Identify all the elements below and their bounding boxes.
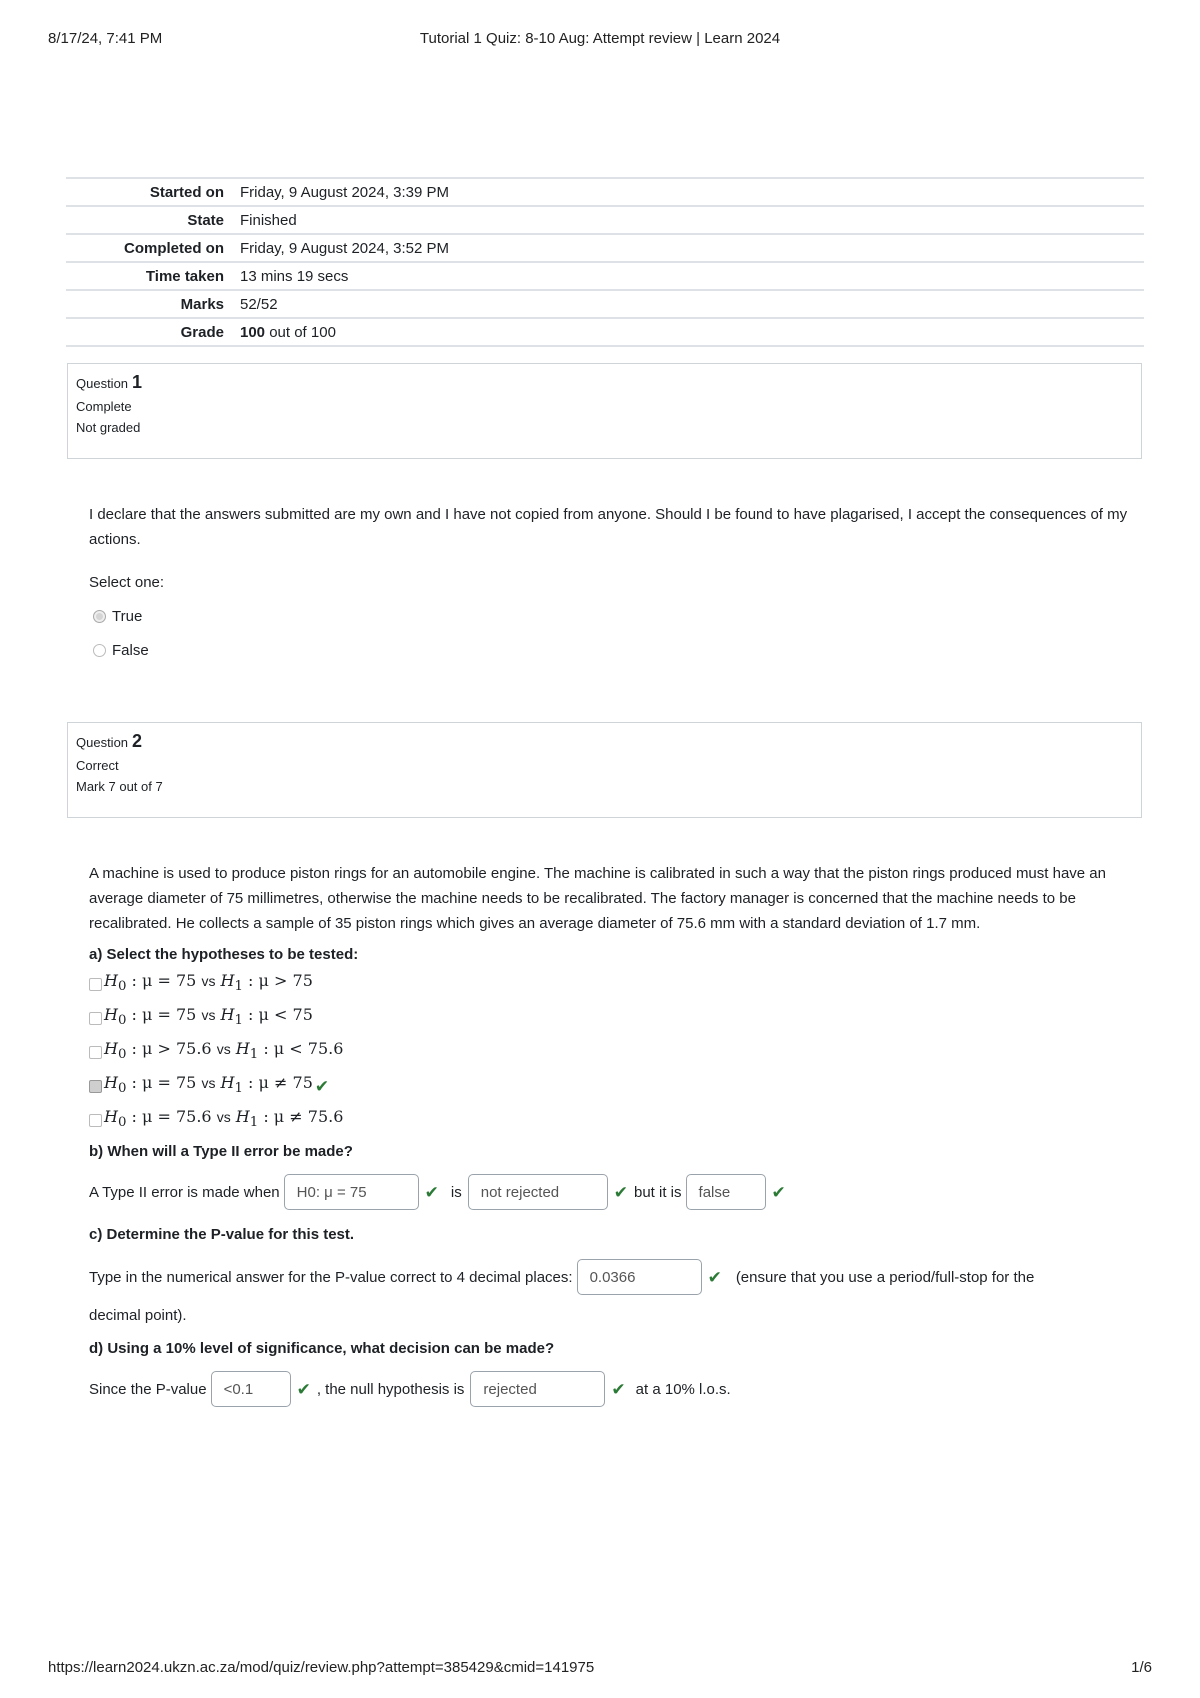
part-a-heading: a) Select the hypotheses to be tested: <box>89 946 359 963</box>
question-text: I declare that the answers submitted are my own and I have not copied from anyone. Should I be found to have plagarised, I accept the consequences of my actions. <box>89 506 1128 548</box>
correct-check-icon: ✔ <box>314 1076 330 1096</box>
part-c-answer <box>89 1255 1129 1299</box>
page-number: 1/6 <box>1131 1659 1152 1676</box>
answer-option-false[interactable] <box>89 633 1129 667</box>
correct-check-icon: ✔ <box>707 1267 722 1287</box>
part-d-text-1: Since the P-value <box>89 1380 207 1398</box>
question-1-info <box>67 363 1142 459</box>
hypothesis-option[interactable] <box>89 1035 1129 1069</box>
part-d-text-2: , the null hypothesis is <box>316 1380 465 1398</box>
decision-field[interactable]: rejected <box>470 1371 605 1407</box>
question-prefix: Question <box>76 735 129 750</box>
answer-option-true[interactable] <box>89 599 1129 633</box>
question-number <box>76 372 1133 393</box>
hypothesis-formula: $H_0$ : μ = 75 vs $H_1$ : μ ≠ 75 <box>104 1073 313 1097</box>
page-url: https://learn2024.ukzn.ac.za/mod/quiz/review.php?attempt=385429&cmid=141975 <box>48 1659 595 1676</box>
vs-text: vs <box>216 1041 231 1058</box>
question-number-value: 1 <box>132 372 143 392</box>
question-grade: Mark 7 out of 7 <box>76 779 163 794</box>
summary-value: Friday, 9 August 2024, 3:39 PM <box>240 183 450 201</box>
hypothesis-formula: $H_0$ : μ = 75 vs $H_1$ : μ < 75 <box>104 1005 313 1029</box>
question-2-info <box>67 722 1142 818</box>
summary-label: State <box>187 211 224 229</box>
h0-text: μ > 75.6 <box>142 1039 212 1059</box>
summary-value: Friday, 9 August 2024, 3:52 PM <box>240 239 450 257</box>
part-d-answer <box>89 1367 1129 1411</box>
radio-true[interactable] <box>93 610 106 623</box>
hypothesis-formula: $H_0$ : μ = 75 vs $H_1$ : μ > 75 <box>104 971 313 995</box>
part-d-text-3: at a 10% l.o.s. <box>635 1380 731 1398</box>
summary-row <box>66 262 1144 290</box>
hypothesis-option[interactable] <box>89 1001 1129 1035</box>
p-value-comparison-field[interactable]: <0.1 <box>211 1371 291 1407</box>
summary-row <box>66 178 1144 206</box>
summary-label: Completed on <box>124 239 224 257</box>
h1-text: μ ≠ 75 <box>258 1073 313 1093</box>
hypothesis-options <box>89 967 1129 1137</box>
summary-value: 13 mins 19 secs <box>240 267 349 285</box>
h0-text: μ = 75 <box>142 1005 197 1025</box>
correct-check-icon: ✔ <box>613 1182 628 1202</box>
part-b-text-1: A Type II error is made when <box>89 1183 280 1201</box>
question-text: A machine is used to produce piston rings for an automobile engine. The machine is calibrated in such a way that the piston rings produced must have an average diameter of 75 millimetres, otherwise the machine needs to be recalibrated. The factory manager is concerned that the machine needs to be recalibrated. He collects a sample of 35 piston rings which gives an average diameter of 75.6 mm with a standard deviation of 1.7 mm. <box>89 865 1106 932</box>
checkbox[interactable] <box>89 1114 102 1127</box>
type-ii-hypothesis-field[interactable]: H0: μ = 75 <box>284 1174 419 1210</box>
correct-check-icon: ✔ <box>424 1182 439 1202</box>
correct-check-icon: ✔ <box>296 1379 311 1399</box>
question-number-value: 2 <box>132 731 143 751</box>
summary-label: Marks <box>180 295 224 313</box>
radio-false[interactable] <box>93 644 106 657</box>
type-ii-decision-field[interactable]: not rejected <box>468 1174 608 1210</box>
type-ii-truth-field[interactable]: false <box>686 1174 766 1210</box>
summary-row <box>66 290 1144 318</box>
question-state: Complete <box>76 399 132 414</box>
summary-value <box>232 318 1144 346</box>
checkbox[interactable] <box>89 1046 102 1059</box>
checkbox[interactable] <box>89 1012 102 1025</box>
h1-text: μ < 75 <box>258 1005 313 1025</box>
hypothesis-option[interactable] <box>89 1103 1129 1137</box>
h1-text: μ ≠ 75.6 <box>273 1107 344 1127</box>
part-c-heading: c) Determine the P-value for this test. <box>89 1226 355 1243</box>
grade-total: out of 100 <box>265 323 336 341</box>
print-date: 8/17/24, 7:41 PM <box>48 30 163 47</box>
summary-label: Started on <box>149 183 224 201</box>
option-label: False <box>112 641 149 659</box>
part-d-heading: d) Using a 10% level of significance, what decision can be made? <box>89 1340 555 1357</box>
summary-row <box>66 206 1144 234</box>
vs-text: vs <box>201 973 216 990</box>
select-one-label: Select one: <box>89 574 165 591</box>
hypothesis-formula: $H_0$ : μ = 75.6 vs $H_1$ : μ ≠ 75.6 <box>104 1107 344 1131</box>
part-b-text-3: but it is <box>634 1183 682 1201</box>
vs-text: vs <box>201 1075 216 1092</box>
page-title: Tutorial 1 Quiz: 8-10 Aug: Attempt review | Learn 2024 <box>419 30 781 47</box>
p-value-field[interactable]: 0.0366 <box>577 1259 702 1295</box>
h1-text: μ < 75.6 <box>273 1039 344 1059</box>
checkbox[interactable] <box>89 978 102 991</box>
part-c-text-1: Type in the numerical answer for the P-value correct to 4 decimal places: <box>89 1268 573 1286</box>
hypothesis-formula: $H_0$ : μ > 75.6 vs $H_1$ : μ < 75.6 <box>104 1039 344 1063</box>
h1-text: μ > 75 <box>258 971 313 991</box>
question-number <box>76 731 1133 752</box>
correct-check-icon: ✔ <box>611 1379 626 1399</box>
question-1-content <box>89 502 1129 667</box>
h0-text: μ = 75 <box>142 1073 197 1093</box>
h0-text: μ = 75 <box>142 971 197 991</box>
part-b-heading: b) When will a Type II error be made? <box>89 1143 353 1160</box>
question-grade: Not graded <box>76 420 141 435</box>
summary-row <box>66 234 1144 262</box>
hypothesis-option[interactable] <box>89 967 1129 1001</box>
part-b-text-2: is <box>450 1183 462 1201</box>
hypothesis-option[interactable] <box>89 1069 1129 1103</box>
summary-label: Time taken <box>145 267 224 285</box>
summary-value: 52/52 <box>240 295 278 313</box>
question-state: Correct <box>76 758 119 773</box>
question-2-content <box>89 861 1129 1411</box>
correct-check-icon: ✔ <box>771 1182 786 1202</box>
attempt-summary-table <box>66 177 1144 347</box>
vs-text: vs <box>201 1007 216 1024</box>
h0-text: μ = 75.6 <box>142 1107 212 1127</box>
part-c-text-3: decimal point). <box>89 1307 187 1324</box>
option-label: True <box>112 607 143 625</box>
summary-value: Finished <box>240 211 297 229</box>
vs-text: vs <box>216 1109 231 1126</box>
question-prefix: Question <box>76 376 129 391</box>
summary-label: Grade <box>180 323 224 341</box>
part-b-answer <box>89 1170 1129 1214</box>
checkbox[interactable] <box>89 1080 102 1093</box>
summary-row <box>66 318 1144 346</box>
print-header <box>48 30 1152 54</box>
part-c-text-2: (ensure that you use a period/full-stop for the <box>735 1268 1035 1286</box>
grade-score: 100 <box>240 323 266 341</box>
